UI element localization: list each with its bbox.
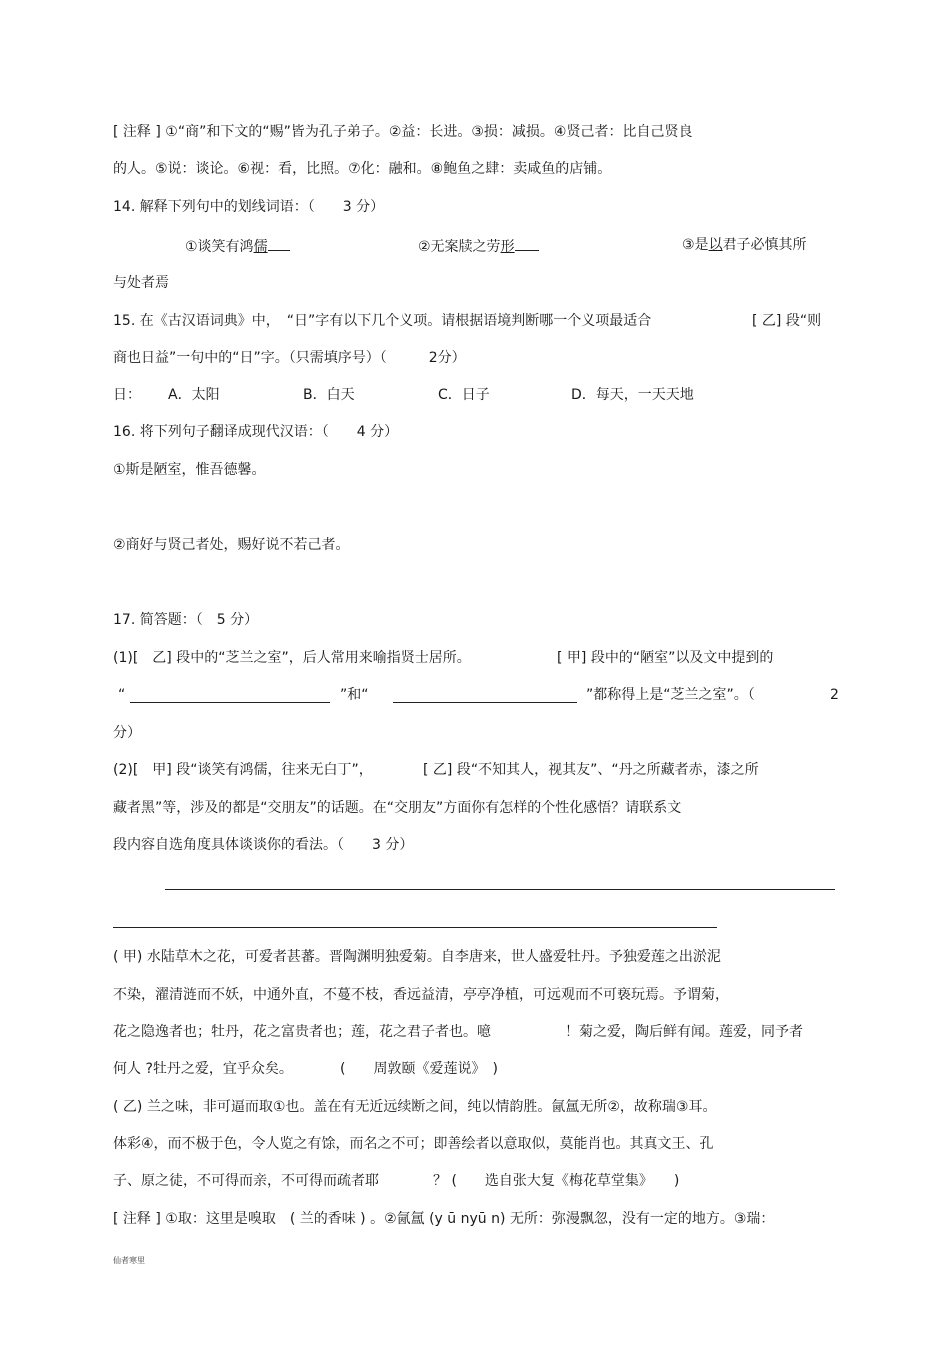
answer-blank-1[interactable]: [130, 702, 330, 703]
passage-jia-line: 不染，濯清涟而不妖，中通外直，不蔓不枝，香远益清，亭亭净植，可远观而不可亵玩焉。予谓菊，: [113, 987, 729, 1003]
passage-jia-source: ( 周敦颐《爱莲说》 ): [340, 1061, 498, 1077]
passage-jia-line: ( 甲) 水陆草木之花，可爱者甚蕃。晋陶渊明独爱菊。自李唐来，世人盛爱牡丹。予独爱莲之出淤泥: [113, 949, 721, 965]
q17-part-2-line: 段内容自选角度具体谈谈你的看法。（ 3 分）: [113, 837, 414, 853]
passage-jia-line: 花之隐逸者也；牡丹，花之富贵者也；莲，花之君子者也。噫: [113, 1024, 491, 1040]
q14-item-1-text: ①谈笑有鸿: [185, 239, 254, 255]
q15-options-label: 日：: [113, 387, 141, 403]
q15-option-c: C．日子: [438, 387, 490, 403]
passage-yi-line: 体彩④，而不极于色，令人览之有馀，而名之不可；即善绘者以意取似，莫能肖也。其真文王、孔: [113, 1136, 714, 1152]
question-15-line: 15. 在《古汉语词典》中， “日”字有以下几个义项。请根据语境判断哪一个义项最适合: [113, 313, 652, 329]
notes-line: [ 注释 ] ①“商”和下文的“赐”皆为孔子弟子。②益：长进。③损：减损。④贤己者：比自己贤良: [113, 124, 693, 140]
q14-item-3: [682, 236, 807, 254]
passage-yi-source: ？ ( 选自张大复《梅花草堂集》 ): [433, 1173, 680, 1189]
q17-and-text: ”和“: [340, 687, 369, 703]
q14-item-1: [185, 236, 290, 256]
q14-item-3-continued: 与处者焉: [113, 275, 169, 291]
q15-option-a: A．太阳: [168, 387, 220, 403]
q15-option-d: D．每天，一天天地: [571, 387, 694, 403]
q17-part-1-score-unit: 分）: [113, 725, 141, 741]
q15-option-b: B．白天: [303, 387, 355, 403]
q14-item-2-text: ②无案牍之劳: [418, 239, 501, 255]
q14-item-3-text: ③是: [682, 237, 709, 253]
answer-line[interactable]: [113, 927, 717, 928]
passage-yi-line: ( 乙) 兰之味，非可逼而取①也。盖在有无近远续断之间，纯以情韵胜。氤氲无所②，故称瑞③耳。: [113, 1099, 717, 1115]
q17-part-1-score: 2: [830, 687, 839, 703]
q16-sentence-1: ①斯是陋室，惟吾德馨。: [113, 462, 266, 478]
notes-line: [ 注释 ] ①取：这里是嗅取 ( 兰的香味 ) 。②氤氲 (y ū nyū n) 无所：弥漫飘忽，没有一定的地方。③瑞：: [113, 1211, 775, 1227]
question-14-stem: 14. 解释下列句中的划线词语：（ 3 分）: [113, 199, 385, 215]
question-17-stem: 17. 简答题：（ 5 分）: [113, 612, 259, 628]
q17-part-2-cont: [ 乙] 段“不知其人，视其友”、“丹之所藏者赤，漆之所: [423, 762, 759, 778]
q14-underlined-word: 儒: [253, 239, 268, 255]
q17-part-2: (2)[ 甲] 段“谈笑有鸿儒，往来无白丁”，: [113, 762, 373, 778]
q17-part-1: (1)[ 乙] 段中的“芝兰之室”，后人常用来喻指贤士居所。: [113, 650, 471, 666]
passage-jia-line-cont: ！菊之爱，陶后鲜有闻。莲爱，同予者: [565, 1024, 803, 1040]
q14-underlined-word: 形: [500, 239, 515, 255]
question-16-stem: 16. 将下列句子翻译成现代汉语：（ 4 分）: [113, 424, 399, 440]
q17-part-1-cont: [ 甲] 段中的“陋室”以及文中提到的: [557, 650, 774, 666]
q17-part-1-tail: ”都称得上是“芝兰之室”。（: [586, 687, 755, 703]
question-15-line: 商也日益”一句中的“日”字。（只需填序号）（ 2分）: [113, 350, 466, 366]
passage-yi-line: 子、原之徒，不可得而亲，不可得而疏者耶: [113, 1173, 379, 1189]
q14-item-2: [418, 236, 539, 256]
answer-blank[interactable]: [268, 236, 290, 251]
q16-sentence-2: ②商好与贤己者处，赐好说不若己者。: [113, 537, 350, 553]
q17-part-2-line: 藏者黑”等，涉及的都是“交朋友”的话题。在“交朋友”方面你有怎样的个性化感悟？请联系文: [113, 800, 682, 816]
answer-blank-2[interactable]: [393, 702, 577, 703]
answer-blank[interactable]: [515, 236, 539, 251]
q14-item-3-rest: 君子必慎其所: [722, 237, 807, 253]
passage-jia-line: 何人 ?牡丹之爱，宜乎众矣。: [113, 1061, 293, 1077]
answer-line[interactable]: [165, 889, 835, 890]
page-footer: 仙者寒里: [113, 1256, 145, 1265]
q17-open-quote: “: [118, 687, 126, 703]
q14-underlined-word: 以: [708, 237, 723, 253]
notes-line: 的人。⑤说：谈论。⑥视：看，比照。⑦化：融和。⑧鲍鱼之肆：卖咸鱼的店铺。: [113, 161, 612, 177]
question-15-line-end: [ 乙] 段“则: [752, 313, 822, 329]
